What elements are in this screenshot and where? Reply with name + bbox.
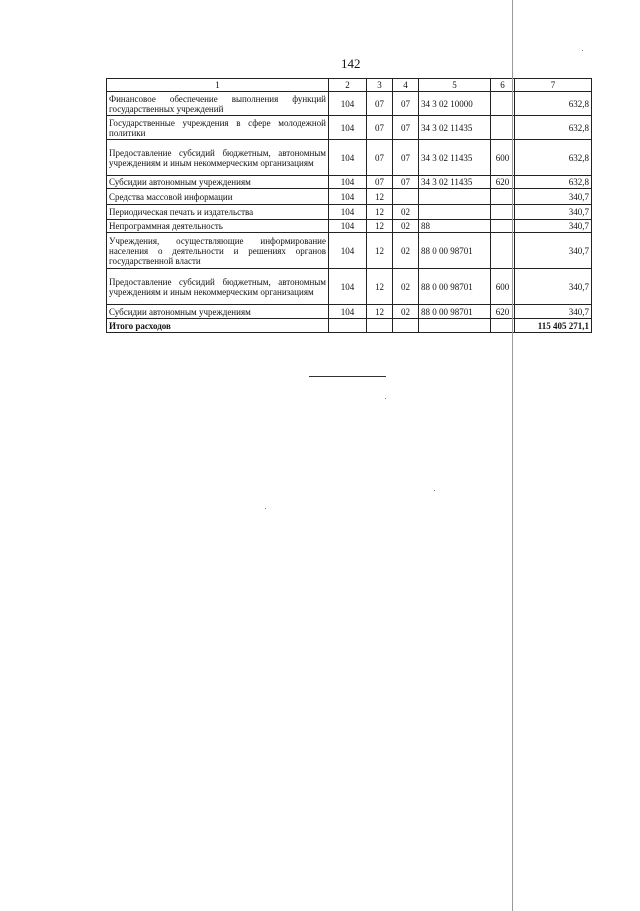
table-row xyxy=(107,92,592,116)
empty-cell xyxy=(491,319,515,333)
cell-type: 620 xyxy=(491,305,515,319)
cell-type xyxy=(491,189,515,205)
cell-target: 34 3 02 11435 xyxy=(419,116,491,140)
table-row xyxy=(107,305,592,319)
cell-subsection: 02 xyxy=(393,233,419,269)
row-name: Непрограммная деятельность xyxy=(107,220,329,233)
row-name: Предоставление субсидий бюджетным, автономным учреждениям и иным некоммерческим организациям xyxy=(107,140,329,176)
cell-code: 104 xyxy=(329,205,367,220)
cell-type xyxy=(491,92,515,116)
cell-subsection: 07 xyxy=(393,116,419,140)
row-name: Финансовое обеспечение выполнения функций государственных учреждений xyxy=(107,92,329,116)
cell-code: 104 xyxy=(329,269,367,305)
cell-type: 620 xyxy=(491,176,515,189)
cell-code: 104 xyxy=(329,176,367,189)
cell-amount: 340,7 xyxy=(515,189,592,205)
cell-type: 600 xyxy=(491,140,515,176)
scan-speck xyxy=(582,50,583,51)
cell-target xyxy=(419,189,491,205)
column-header: 4 xyxy=(393,79,419,92)
cell-subsection: 07 xyxy=(393,92,419,116)
expenditure-table xyxy=(106,78,592,333)
cell-type xyxy=(491,233,515,269)
empty-cell xyxy=(367,319,393,333)
cell-section: 07 xyxy=(367,116,393,140)
cell-target: 88 0 00 98701 xyxy=(419,233,491,269)
cell-code: 104 xyxy=(329,220,367,233)
empty-cell xyxy=(419,319,491,333)
cell-code: 104 xyxy=(329,116,367,140)
row-name: Средства массовой информации xyxy=(107,189,329,205)
cell-subsection xyxy=(393,189,419,205)
table-row xyxy=(107,233,592,269)
cell-section: 07 xyxy=(367,176,393,189)
cell-target: 34 3 02 10000 xyxy=(419,92,491,116)
cell-target: 34 3 02 11435 xyxy=(419,140,491,176)
cell-section: 12 xyxy=(367,189,393,205)
cell-section: 12 xyxy=(367,305,393,319)
cell-section: 12 xyxy=(367,269,393,305)
cell-code: 104 xyxy=(329,189,367,205)
total-row xyxy=(107,319,592,333)
cell-amount: 340,7 xyxy=(515,269,592,305)
empty-cell xyxy=(393,319,419,333)
cell-code: 104 xyxy=(329,233,367,269)
table-row xyxy=(107,269,592,305)
cell-amount: 340,7 xyxy=(515,220,592,233)
cell-target: 34 3 02 11435 xyxy=(419,176,491,189)
cell-subsection: 07 xyxy=(393,140,419,176)
cell-amount: 632,8 xyxy=(515,176,592,189)
total-amount: 115 405 271,1 xyxy=(515,319,592,333)
scan-speck xyxy=(385,398,386,399)
cell-type: 600 xyxy=(491,269,515,305)
cell-code: 104 xyxy=(329,305,367,319)
cell-section: 07 xyxy=(367,92,393,116)
column-header: 7 xyxy=(515,79,592,92)
column-header: 1 xyxy=(107,79,329,92)
cell-target: 88 0 00 98701 xyxy=(419,269,491,305)
cell-target: 88 0 00 98701 xyxy=(419,305,491,319)
cell-type xyxy=(491,116,515,140)
cell-amount: 632,8 xyxy=(515,92,592,116)
column-header: 5 xyxy=(419,79,491,92)
cell-amount: 340,7 xyxy=(515,305,592,319)
column-header: 3 xyxy=(367,79,393,92)
cell-amount: 340,7 xyxy=(515,205,592,220)
cell-code: 104 xyxy=(329,140,367,176)
row-name: Периодическая печать и издательства xyxy=(107,205,329,220)
page-number: 142 xyxy=(341,56,361,71)
cell-target: 88 xyxy=(419,220,491,233)
scan-speck xyxy=(434,490,435,491)
cell-subsection: 02 xyxy=(393,220,419,233)
table-row xyxy=(107,176,592,189)
cell-section: 07 xyxy=(367,140,393,176)
row-name: Государственные учреждения в сфере молодежной политики xyxy=(107,116,329,140)
column-header: 6 xyxy=(491,79,515,92)
cell-subsection: 02 xyxy=(393,269,419,305)
table-row xyxy=(107,205,592,220)
cell-code: 104 xyxy=(329,92,367,116)
table-row xyxy=(107,189,592,205)
cell-amount: 632,8 xyxy=(515,116,592,140)
table-row xyxy=(107,140,592,176)
cell-type xyxy=(491,205,515,220)
empty-cell xyxy=(329,319,367,333)
cell-amount: 632,8 xyxy=(515,140,592,176)
scan-artifact-line xyxy=(512,0,513,911)
cell-type xyxy=(491,220,515,233)
cell-subsection: 07 xyxy=(393,176,419,189)
row-name: Предоставление субсидий бюджетным, автономным учреждениям и иным некоммерческим организациям xyxy=(107,269,329,305)
end-divider-line xyxy=(309,376,386,377)
table-header-row xyxy=(107,79,592,92)
table-row xyxy=(107,116,592,140)
cell-section: 12 xyxy=(367,220,393,233)
cell-section: 12 xyxy=(367,205,393,220)
cell-section: 12 xyxy=(367,233,393,269)
total-label: Итого расходов xyxy=(107,319,329,333)
cell-amount: 340,7 xyxy=(515,233,592,269)
cell-subsection: 02 xyxy=(393,305,419,319)
row-name: Субсидии автономным учреждениям xyxy=(107,305,329,319)
row-name: Учреждения, осуществляющие информирование населения о деятельности и решениях органов государственной власти xyxy=(107,233,329,269)
cell-target xyxy=(419,205,491,220)
column-header: 2 xyxy=(329,79,367,92)
cell-subsection: 02 xyxy=(393,205,419,220)
scan-speck xyxy=(265,508,266,509)
row-name: Субсидии автономным учреждениям xyxy=(107,176,329,189)
table-row xyxy=(107,220,592,233)
